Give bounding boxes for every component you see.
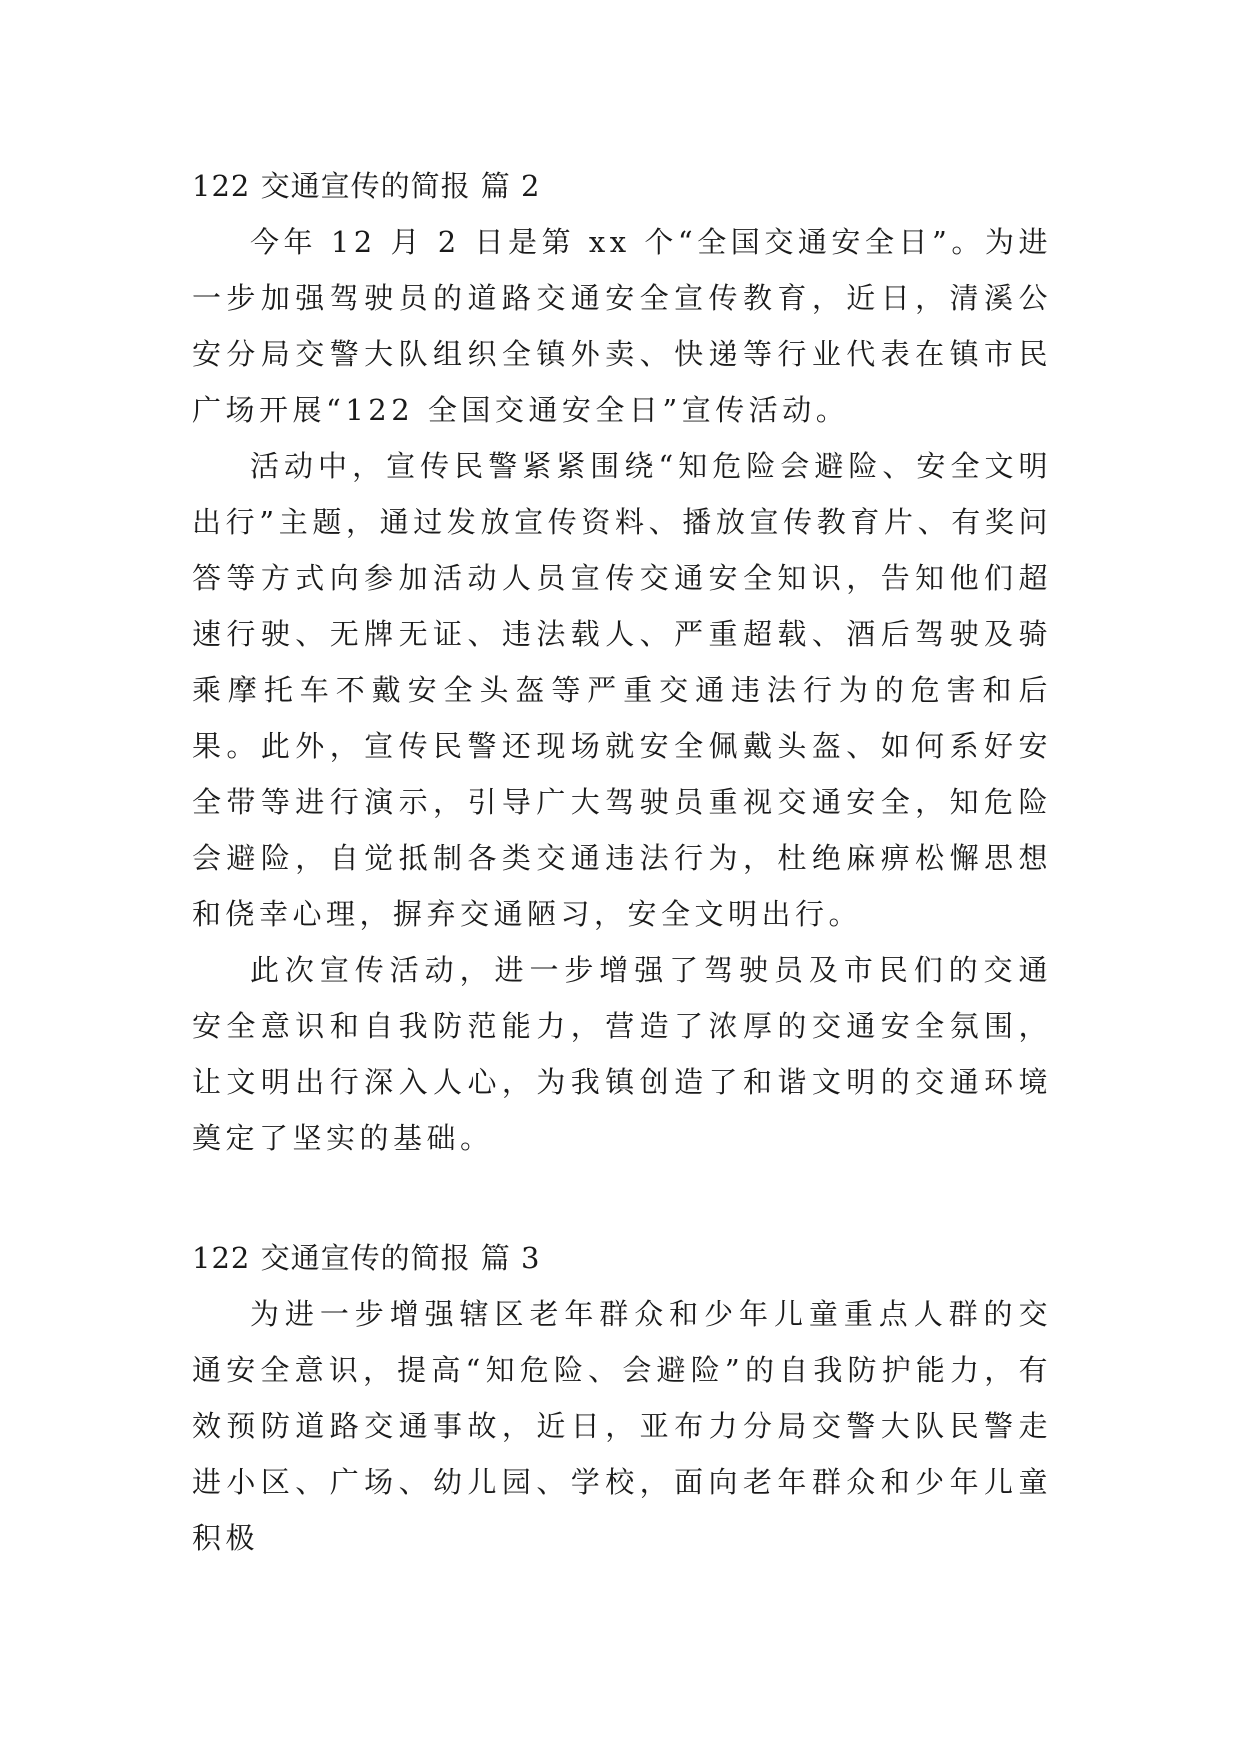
section-title: 122 交通宣传的简报 篇 2 [192, 169, 541, 203]
paragraph: 此次宣传活动，进一步增强了驾驶员及市民们的交通安全意识和自我防范能力，营造了浓厚的交通安全氛围，让文明出行深入人心，为我镇创造了和谐文明的交通环境奠定了坚实的基础。 [192, 953, 1052, 1155]
paragraph: 为进一步增强辖区老年群众和少年儿童重点人群的交通安全意识，提高“知危险、会避险”的自我防护能力，有效预防道路交通事故，近日，亚布力分局交警大队民警走进小区、广场、幼儿园、学校，面向老年群众和少年儿童积极 [192, 1297, 1052, 1555]
section-2 [192, 158, 1052, 1166]
section-spacer [192, 1166, 1052, 1230]
section-title: 122 交通宣传的简报 篇 3 [192, 1241, 541, 1275]
paragraph: 活动中，宣传民警紧紧围绕“知危险会避险、安全文明出行”主题，通过发放宣传资料、播放宣传教育片、有奖问答等方式向参加活动人员宣传交通安全知识，告知他们超速行驶、无牌无证、违法载人、严重超载、酒后驾驶及骑乘摩托车不戴安全头盔等严重交通违法行为的危害和后果。此外，宣传民警还现场就安全佩戴头盔、如何系好安全带等进行演示，引导广大驾驶员重视交通安全，知危险会避险，自觉抵制各类交通违法行为，杜绝麻痹松懈思想和侥幸心理，摒弃交通陋习，安全文明出行。 [192, 449, 1052, 931]
paragraph: 今年 12 月 2 日是第 xx 个“全国交通安全日”。为进一步加强驾驶员的道路交通安全宣传教育，近日，清溪公安分局交警大队组织全镇外卖、快递等行业代表在镇市民广场开展“122 全国交通安全日”宣传活动。 [192, 225, 1052, 427]
section-3 [192, 1230, 1052, 1566]
document-body [192, 158, 1052, 1566]
